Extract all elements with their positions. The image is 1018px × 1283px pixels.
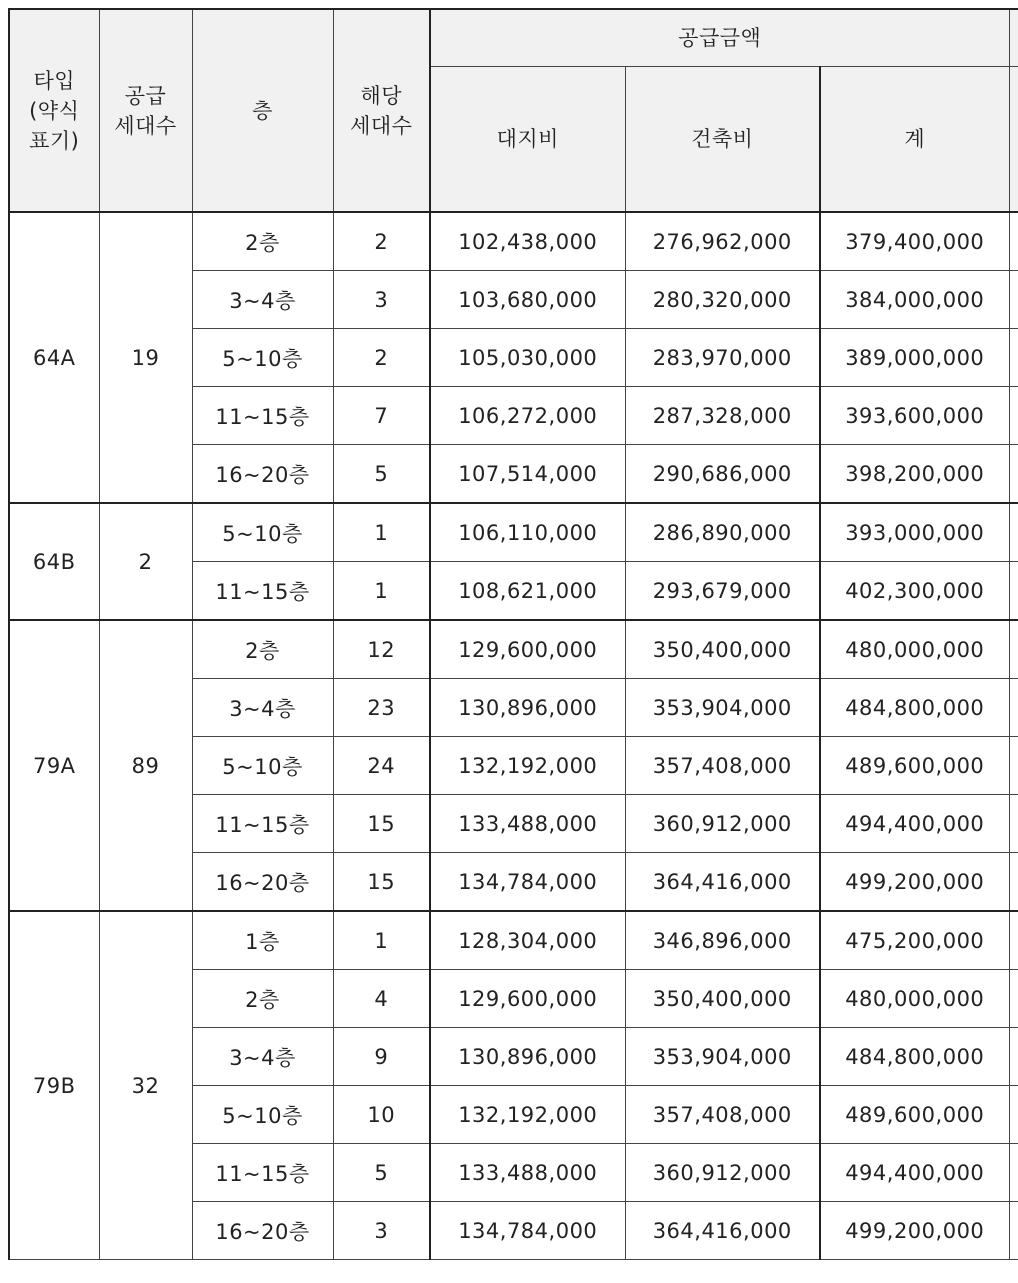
edge-cell xyxy=(1009,503,1018,562)
land-cost-cell: 102,438,000 xyxy=(430,212,625,271)
land-cost-cell: 132,192,000 xyxy=(430,737,625,795)
edge-cell xyxy=(1009,795,1018,853)
floor-cell: 5~10층 xyxy=(192,503,333,562)
header-type-line-3: 표기) xyxy=(29,128,80,153)
header-type xyxy=(9,9,99,212)
table-header xyxy=(9,9,1018,212)
construction-cost-cell: 280,320,000 xyxy=(625,271,820,329)
land-cost-cell: 108,621,000 xyxy=(430,562,625,621)
supply-price-table xyxy=(8,8,1018,1260)
edge-cell xyxy=(1009,1028,1018,1086)
floor-cell: 2층 xyxy=(192,620,333,679)
matching-units-cell: 1 xyxy=(333,562,430,621)
total-cell: 384,000,000 xyxy=(820,271,1009,329)
matching-units-cell: 12 xyxy=(333,620,430,679)
edge-cell xyxy=(1009,212,1018,271)
construction-cost-cell: 290,686,000 xyxy=(625,445,820,504)
matching-units-cell: 7 xyxy=(333,387,430,445)
construction-cost-cell: 360,912,000 xyxy=(625,795,820,853)
floor-cell: 5~10층 xyxy=(192,737,333,795)
matching-units-cell: 5 xyxy=(333,445,430,504)
land-cost-cell: 107,514,000 xyxy=(430,445,625,504)
total-cell: 402,300,000 xyxy=(820,562,1009,621)
total-cell: 379,400,000 xyxy=(820,212,1009,271)
floor-cell: 11~15층 xyxy=(192,387,333,445)
floor-cell: 3~4층 xyxy=(192,679,333,737)
header-type-line-2: (약식 xyxy=(29,98,80,123)
edge-cell xyxy=(1009,387,1018,445)
edge-cell xyxy=(1009,1202,1018,1260)
matching-units-cell: 3 xyxy=(333,1202,430,1260)
header-total: 계 xyxy=(820,66,1009,212)
land-cost-cell: 130,896,000 xyxy=(430,679,625,737)
matching-units-cell: 24 xyxy=(333,737,430,795)
total-cell: 398,200,000 xyxy=(820,445,1009,504)
floor-cell: 5~10층 xyxy=(192,1086,333,1144)
matching-units-cell: 3 xyxy=(333,271,430,329)
table-row xyxy=(9,911,1018,970)
total-cell: 389,000,000 xyxy=(820,329,1009,387)
construction-cost-cell: 364,416,000 xyxy=(625,853,820,912)
supply-units-cell: 32 xyxy=(99,911,192,1260)
construction-cost-cell: 350,400,000 xyxy=(625,620,820,679)
table-body xyxy=(9,212,1018,1260)
edge-cell xyxy=(1009,562,1018,621)
type-cell: 79A xyxy=(9,620,99,911)
construction-cost-cell: 287,328,000 xyxy=(625,387,820,445)
header-floor: 층 xyxy=(192,9,333,212)
floor-cell: 2층 xyxy=(192,212,333,271)
header-edge-cell-2 xyxy=(1009,66,1018,212)
header-matching-units xyxy=(333,9,430,212)
land-cost-cell: 103,680,000 xyxy=(430,271,625,329)
edge-cell xyxy=(1009,679,1018,737)
matching-units-cell: 10 xyxy=(333,1086,430,1144)
construction-cost-cell: 346,896,000 xyxy=(625,911,820,970)
edge-cell xyxy=(1009,329,1018,387)
edge-cell xyxy=(1009,271,1018,329)
header-supply-units-line-1: 공급 xyxy=(124,83,167,108)
floor-cell: 11~15층 xyxy=(192,562,333,621)
header-matching-units-line-1: 해당 xyxy=(360,83,403,108)
construction-cost-cell: 276,962,000 xyxy=(625,212,820,271)
header-type-line-1: 타입 xyxy=(33,68,76,93)
floor-cell: 3~4층 xyxy=(192,271,333,329)
total-cell: 480,000,000 xyxy=(820,970,1009,1028)
land-cost-cell: 132,192,000 xyxy=(430,1086,625,1144)
construction-cost-cell: 283,970,000 xyxy=(625,329,820,387)
header-construction-cost: 건축비 xyxy=(625,66,820,212)
edge-cell xyxy=(1009,853,1018,912)
edge-cell xyxy=(1009,737,1018,795)
floor-cell: 1층 xyxy=(192,911,333,970)
edge-cell xyxy=(1009,445,1018,504)
land-cost-cell: 128,304,000 xyxy=(430,911,625,970)
matching-units-cell: 1 xyxy=(333,503,430,562)
construction-cost-cell: 357,408,000 xyxy=(625,1086,820,1144)
supply-units-cell: 2 xyxy=(99,503,192,620)
matching-units-cell: 23 xyxy=(333,679,430,737)
type-cell: 64A xyxy=(9,212,99,503)
matching-units-cell: 1 xyxy=(333,911,430,970)
floor-cell: 2층 xyxy=(192,970,333,1028)
floor-cell: 3~4층 xyxy=(192,1028,333,1086)
total-cell: 393,600,000 xyxy=(820,387,1009,445)
floor-cell: 16~20층 xyxy=(192,853,333,912)
table-row xyxy=(9,503,1018,562)
land-cost-cell: 134,784,000 xyxy=(430,853,625,912)
land-cost-cell: 106,272,000 xyxy=(430,387,625,445)
land-cost-cell: 106,110,000 xyxy=(430,503,625,562)
edge-cell xyxy=(1009,1086,1018,1144)
total-cell: 393,000,000 xyxy=(820,503,1009,562)
land-cost-cell: 134,784,000 xyxy=(430,1202,625,1260)
land-cost-cell: 130,896,000 xyxy=(430,1028,625,1086)
header-land-cost: 대지비 xyxy=(430,66,625,212)
floor-cell: 16~20층 xyxy=(192,1202,333,1260)
header-supply-amount: 공급금액 xyxy=(430,9,1009,66)
matching-units-cell: 4 xyxy=(333,970,430,1028)
total-cell: 484,800,000 xyxy=(820,1028,1009,1086)
type-cell: 64B xyxy=(9,503,99,620)
matching-units-cell: 2 xyxy=(333,329,430,387)
header-supply-units xyxy=(99,9,192,212)
land-cost-cell: 133,488,000 xyxy=(430,795,625,853)
floor-cell: 5~10층 xyxy=(192,329,333,387)
total-cell: 489,600,000 xyxy=(820,737,1009,795)
edge-cell xyxy=(1009,970,1018,1028)
total-cell: 480,000,000 xyxy=(820,620,1009,679)
header-matching-units-line-2: 세대수 xyxy=(350,113,413,138)
matching-units-cell: 15 xyxy=(333,853,430,912)
land-cost-cell: 129,600,000 xyxy=(430,620,625,679)
type-cell: 79B xyxy=(9,911,99,1260)
construction-cost-cell: 364,416,000 xyxy=(625,1202,820,1260)
floor-cell: 11~15층 xyxy=(192,795,333,853)
total-cell: 494,400,000 xyxy=(820,795,1009,853)
total-cell: 499,200,000 xyxy=(820,1202,1009,1260)
construction-cost-cell: 350,400,000 xyxy=(625,970,820,1028)
table-row xyxy=(9,212,1018,271)
construction-cost-cell: 353,904,000 xyxy=(625,679,820,737)
table-row xyxy=(9,620,1018,679)
construction-cost-cell: 360,912,000 xyxy=(625,1144,820,1202)
total-cell: 475,200,000 xyxy=(820,911,1009,970)
total-cell: 494,400,000 xyxy=(820,1144,1009,1202)
matching-units-cell: 9 xyxy=(333,1028,430,1086)
construction-cost-cell: 286,890,000 xyxy=(625,503,820,562)
land-cost-cell: 129,600,000 xyxy=(430,970,625,1028)
header-supply-units-line-2: 세대수 xyxy=(114,113,177,138)
total-cell: 489,600,000 xyxy=(820,1086,1009,1144)
supply-units-cell: 19 xyxy=(99,212,192,503)
matching-units-cell: 5 xyxy=(333,1144,430,1202)
land-cost-cell: 105,030,000 xyxy=(430,329,625,387)
edge-cell xyxy=(1009,1144,1018,1202)
matching-units-cell: 2 xyxy=(333,212,430,271)
construction-cost-cell: 293,679,000 xyxy=(625,562,820,621)
header-edge-cell xyxy=(1009,9,1018,66)
total-cell: 484,800,000 xyxy=(820,679,1009,737)
construction-cost-cell: 353,904,000 xyxy=(625,1028,820,1086)
land-cost-cell: 133,488,000 xyxy=(430,1144,625,1202)
matching-units-cell: 15 xyxy=(333,795,430,853)
supply-units-cell: 89 xyxy=(99,620,192,911)
edge-cell xyxy=(1009,911,1018,970)
edge-cell xyxy=(1009,620,1018,679)
total-cell: 499,200,000 xyxy=(820,853,1009,912)
floor-cell: 16~20층 xyxy=(192,445,333,504)
floor-cell: 11~15층 xyxy=(192,1144,333,1202)
construction-cost-cell: 357,408,000 xyxy=(625,737,820,795)
